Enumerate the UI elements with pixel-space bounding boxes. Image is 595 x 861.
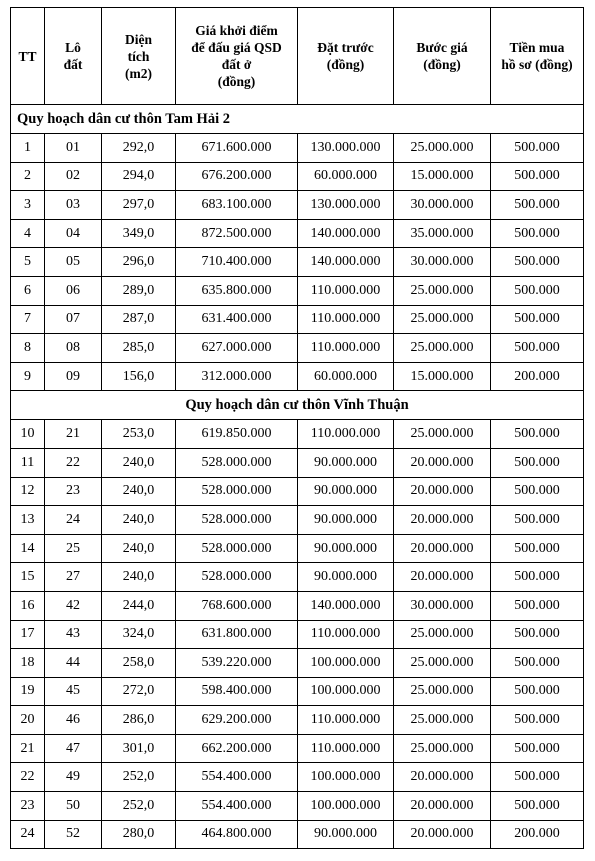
header-deposit: Đặt trước (đồng)	[298, 8, 394, 105]
cell-doc-fee: 200.000	[491, 820, 584, 849]
cell-lot: 25	[45, 534, 102, 563]
section-row	[11, 391, 584, 420]
table-row	[11, 706, 584, 735]
cell-lot: 09	[45, 362, 102, 391]
cell-start-price: 631.800.000	[176, 620, 298, 649]
table-row	[11, 591, 584, 620]
table-row	[11, 191, 584, 220]
table-header-row	[11, 8, 584, 105]
cell-deposit: 60.000.000	[298, 162, 394, 191]
cell-tt: 6	[11, 276, 45, 305]
cell-area: 240,0	[102, 448, 176, 477]
cell-start-price: 619.850.000	[176, 420, 298, 449]
table-row	[11, 162, 584, 191]
cell-lot: 24	[45, 506, 102, 535]
cell-area: 296,0	[102, 248, 176, 277]
cell-lot: 23	[45, 477, 102, 506]
cell-deposit: 110.000.000	[298, 734, 394, 763]
cell-doc-fee: 500.000	[491, 248, 584, 277]
cell-area: 272,0	[102, 677, 176, 706]
cell-deposit: 90.000.000	[298, 506, 394, 535]
cell-doc-fee: 500.000	[491, 677, 584, 706]
table-body	[11, 105, 584, 849]
cell-deposit: 140.000.000	[298, 219, 394, 248]
cell-deposit: 110.000.000	[298, 305, 394, 334]
cell-lot: 46	[45, 706, 102, 735]
section-title: Quy hoạch dân cư thôn Tam Hải 2	[11, 105, 584, 134]
cell-start-price: 528.000.000	[176, 563, 298, 592]
cell-start-price: 528.000.000	[176, 477, 298, 506]
cell-step: 25.000.000	[394, 734, 491, 763]
cell-step: 30.000.000	[394, 248, 491, 277]
cell-lot: 04	[45, 219, 102, 248]
cell-doc-fee: 500.000	[491, 191, 584, 220]
cell-start-price: 312.000.000	[176, 362, 298, 391]
cell-doc-fee: 500.000	[491, 792, 584, 821]
cell-start-price: 528.000.000	[176, 448, 298, 477]
table-row	[11, 792, 584, 821]
header-step: Bước giá (đồng)	[394, 8, 491, 105]
cell-lot: 21	[45, 420, 102, 449]
cell-lot: 43	[45, 620, 102, 649]
table-row	[11, 563, 584, 592]
cell-lot: 47	[45, 734, 102, 763]
cell-start-price: 539.220.000	[176, 649, 298, 678]
cell-area: 349,0	[102, 219, 176, 248]
cell-start-price: 598.400.000	[176, 677, 298, 706]
cell-step: 25.000.000	[394, 305, 491, 334]
cell-area: 297,0	[102, 191, 176, 220]
cell-deposit: 90.000.000	[298, 534, 394, 563]
cell-start-price: 635.800.000	[176, 276, 298, 305]
cell-doc-fee: 500.000	[491, 591, 584, 620]
cell-lot: 07	[45, 305, 102, 334]
cell-area: 280,0	[102, 820, 176, 849]
cell-deposit: 90.000.000	[298, 448, 394, 477]
cell-tt: 7	[11, 305, 45, 334]
cell-doc-fee: 500.000	[491, 276, 584, 305]
cell-step: 25.000.000	[394, 620, 491, 649]
cell-tt: 24	[11, 820, 45, 849]
cell-step: 20.000.000	[394, 820, 491, 849]
cell-deposit: 90.000.000	[298, 477, 394, 506]
cell-start-price: 554.400.000	[176, 792, 298, 821]
cell-start-price: 528.000.000	[176, 506, 298, 535]
cell-lot: 45	[45, 677, 102, 706]
header-area: Diện tích (m2)	[102, 8, 176, 105]
cell-deposit: 100.000.000	[298, 792, 394, 821]
cell-deposit: 100.000.000	[298, 677, 394, 706]
table-row	[11, 734, 584, 763]
section-title: Quy hoạch dân cư thôn Vĩnh Thuận	[11, 391, 584, 420]
cell-step: 25.000.000	[394, 276, 491, 305]
cell-step: 30.000.000	[394, 591, 491, 620]
cell-start-price: 710.400.000	[176, 248, 298, 277]
cell-area: 287,0	[102, 305, 176, 334]
cell-deposit: 100.000.000	[298, 763, 394, 792]
cell-lot: 49	[45, 763, 102, 792]
cell-lot: 02	[45, 162, 102, 191]
cell-doc-fee: 500.000	[491, 620, 584, 649]
cell-deposit: 90.000.000	[298, 820, 394, 849]
cell-area: 240,0	[102, 563, 176, 592]
cell-step: 15.000.000	[394, 162, 491, 191]
cell-deposit: 140.000.000	[298, 591, 394, 620]
cell-start-price: 554.400.000	[176, 763, 298, 792]
cell-deposit: 110.000.000	[298, 334, 394, 363]
table-row	[11, 649, 584, 678]
cell-deposit: 130.000.000	[298, 134, 394, 163]
cell-start-price: 676.200.000	[176, 162, 298, 191]
cell-doc-fee: 500.000	[491, 534, 584, 563]
cell-step: 20.000.000	[394, 563, 491, 592]
cell-start-price: 631.400.000	[176, 305, 298, 334]
cell-area: 285,0	[102, 334, 176, 363]
cell-step: 35.000.000	[394, 219, 491, 248]
cell-doc-fee: 500.000	[491, 649, 584, 678]
cell-lot: 01	[45, 134, 102, 163]
cell-tt: 20	[11, 706, 45, 735]
cell-tt: 2	[11, 162, 45, 191]
table-row	[11, 677, 584, 706]
cell-deposit: 130.000.000	[298, 191, 394, 220]
table-row	[11, 134, 584, 163]
cell-doc-fee: 500.000	[491, 448, 584, 477]
cell-tt: 13	[11, 506, 45, 535]
cell-deposit: 110.000.000	[298, 420, 394, 449]
cell-tt: 18	[11, 649, 45, 678]
cell-start-price: 662.200.000	[176, 734, 298, 763]
cell-lot: 50	[45, 792, 102, 821]
cell-step: 25.000.000	[394, 706, 491, 735]
table-row	[11, 448, 584, 477]
table-row	[11, 820, 584, 849]
table-row	[11, 620, 584, 649]
table-row	[11, 219, 584, 248]
cell-area: 252,0	[102, 792, 176, 821]
cell-lot: 06	[45, 276, 102, 305]
table-row	[11, 477, 584, 506]
cell-doc-fee: 500.000	[491, 734, 584, 763]
cell-area: 324,0	[102, 620, 176, 649]
cell-start-price: 627.000.000	[176, 334, 298, 363]
cell-start-price: 464.800.000	[176, 820, 298, 849]
cell-area: 240,0	[102, 477, 176, 506]
cell-step: 25.000.000	[394, 677, 491, 706]
cell-deposit: 140.000.000	[298, 248, 394, 277]
cell-doc-fee: 500.000	[491, 162, 584, 191]
cell-doc-fee: 500.000	[491, 706, 584, 735]
cell-step: 25.000.000	[394, 334, 491, 363]
cell-step: 20.000.000	[394, 448, 491, 477]
cell-tt: 11	[11, 448, 45, 477]
cell-tt: 21	[11, 734, 45, 763]
cell-step: 30.000.000	[394, 191, 491, 220]
table-row	[11, 276, 584, 305]
cell-tt: 10	[11, 420, 45, 449]
cell-doc-fee: 500.000	[491, 134, 584, 163]
cell-deposit: 100.000.000	[298, 649, 394, 678]
cell-start-price: 528.000.000	[176, 534, 298, 563]
cell-tt: 3	[11, 191, 45, 220]
cell-doc-fee: 500.000	[491, 219, 584, 248]
cell-deposit: 110.000.000	[298, 620, 394, 649]
cell-area: 292,0	[102, 134, 176, 163]
cell-tt: 17	[11, 620, 45, 649]
cell-area: 258,0	[102, 649, 176, 678]
cell-tt: 16	[11, 591, 45, 620]
section-row	[11, 105, 584, 134]
cell-doc-fee: 500.000	[491, 420, 584, 449]
cell-area: 289,0	[102, 276, 176, 305]
cell-tt: 1	[11, 134, 45, 163]
cell-tt: 15	[11, 563, 45, 592]
cell-step: 25.000.000	[394, 420, 491, 449]
cell-lot: 05	[45, 248, 102, 277]
cell-area: 156,0	[102, 362, 176, 391]
header-tt: TT	[11, 8, 45, 105]
cell-start-price: 872.500.000	[176, 219, 298, 248]
header-doc-fee: Tiền mua hồ sơ (đồng)	[491, 8, 584, 105]
cell-deposit: 110.000.000	[298, 276, 394, 305]
cell-deposit: 110.000.000	[298, 706, 394, 735]
cell-area: 286,0	[102, 706, 176, 735]
cell-step: 20.000.000	[394, 763, 491, 792]
table-row	[11, 362, 584, 391]
auction-lots-table	[10, 7, 584, 849]
table-row	[11, 305, 584, 334]
cell-lot: 03	[45, 191, 102, 220]
cell-lot: 27	[45, 563, 102, 592]
cell-lot: 44	[45, 649, 102, 678]
cell-step: 20.000.000	[394, 477, 491, 506]
table-row	[11, 506, 584, 535]
header-start-price: Giá khởi điểm để đấu giá QSD đất ở (đồng)	[176, 8, 298, 105]
cell-area: 301,0	[102, 734, 176, 763]
table-row	[11, 248, 584, 277]
cell-tt: 23	[11, 792, 45, 821]
cell-start-price: 671.600.000	[176, 134, 298, 163]
cell-tt: 5	[11, 248, 45, 277]
cell-tt: 4	[11, 219, 45, 248]
cell-doc-fee: 500.000	[491, 563, 584, 592]
cell-area: 240,0	[102, 506, 176, 535]
cell-area: 294,0	[102, 162, 176, 191]
cell-tt: 19	[11, 677, 45, 706]
cell-deposit: 90.000.000	[298, 563, 394, 592]
cell-lot: 52	[45, 820, 102, 849]
cell-doc-fee: 500.000	[491, 477, 584, 506]
cell-lot: 22	[45, 448, 102, 477]
table-row	[11, 420, 584, 449]
cell-start-price: 768.600.000	[176, 591, 298, 620]
cell-area: 252,0	[102, 763, 176, 792]
cell-tt: 14	[11, 534, 45, 563]
cell-deposit: 60.000.000	[298, 362, 394, 391]
cell-tt: 12	[11, 477, 45, 506]
cell-step: 25.000.000	[394, 134, 491, 163]
cell-doc-fee: 200.000	[491, 362, 584, 391]
cell-lot: 08	[45, 334, 102, 363]
cell-step: 20.000.000	[394, 792, 491, 821]
cell-tt: 22	[11, 763, 45, 792]
cell-tt: 9	[11, 362, 45, 391]
cell-area: 244,0	[102, 591, 176, 620]
cell-lot: 42	[45, 591, 102, 620]
cell-area: 240,0	[102, 534, 176, 563]
table-row	[11, 534, 584, 563]
cell-area: 253,0	[102, 420, 176, 449]
cell-doc-fee: 500.000	[491, 305, 584, 334]
cell-doc-fee: 500.000	[491, 763, 584, 792]
table-row	[11, 334, 584, 363]
header-lot: Lô đất	[45, 8, 102, 105]
cell-start-price: 629.200.000	[176, 706, 298, 735]
cell-step: 20.000.000	[394, 506, 491, 535]
cell-tt: 8	[11, 334, 45, 363]
cell-step: 15.000.000	[394, 362, 491, 391]
cell-start-price: 683.100.000	[176, 191, 298, 220]
cell-step: 20.000.000	[394, 534, 491, 563]
table-row	[11, 763, 584, 792]
cell-doc-fee: 500.000	[491, 506, 584, 535]
cell-step: 25.000.000	[394, 649, 491, 678]
cell-doc-fee: 500.000	[491, 334, 584, 363]
